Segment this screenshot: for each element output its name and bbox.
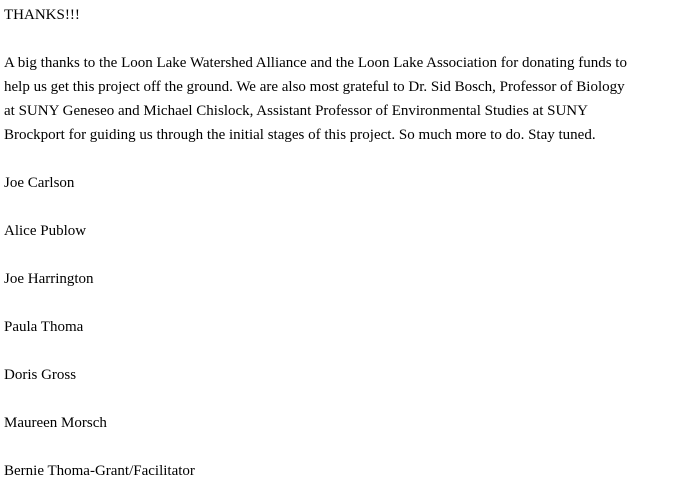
volunteer-list — [4, 171, 682, 483]
volunteer-name: Joe Carlson — [4, 175, 75, 191]
volunteer-name: Alice Publow — [4, 223, 87, 239]
volunteer-name: Doris Gross — [4, 367, 77, 383]
volunteer-name: Maureen Morsch — [4, 415, 107, 431]
acknowledgement-paragraph — [4, 51, 674, 147]
acknowledgement-line: A big thanks to the Loon Lake Watershed Alliance and the Loon Lake Association for donating funds to — [4, 55, 627, 71]
volunteer-name: Joe Harrington — [4, 271, 94, 287]
facilitator-name: Bernie Thoma-Grant/Facilitator — [4, 463, 195, 479]
acknowledgement-line: at SUNY Geneseo and Michael Chislock, Assistant Professor of Environmental Studies at SUNY — [4, 103, 588, 119]
acknowledgement-line: Brockport for guiding us through the initial stages of this project. So much more to do. Stay tuned. — [4, 127, 596, 143]
thanks-heading: THANKS!!! — [4, 7, 80, 23]
acknowledgement-line: help us get this project off the ground. We are also most grateful to Dr. Sid Bosch, Professor of Biology — [4, 79, 625, 95]
volunteer-name: Paula Thoma — [4, 319, 84, 335]
